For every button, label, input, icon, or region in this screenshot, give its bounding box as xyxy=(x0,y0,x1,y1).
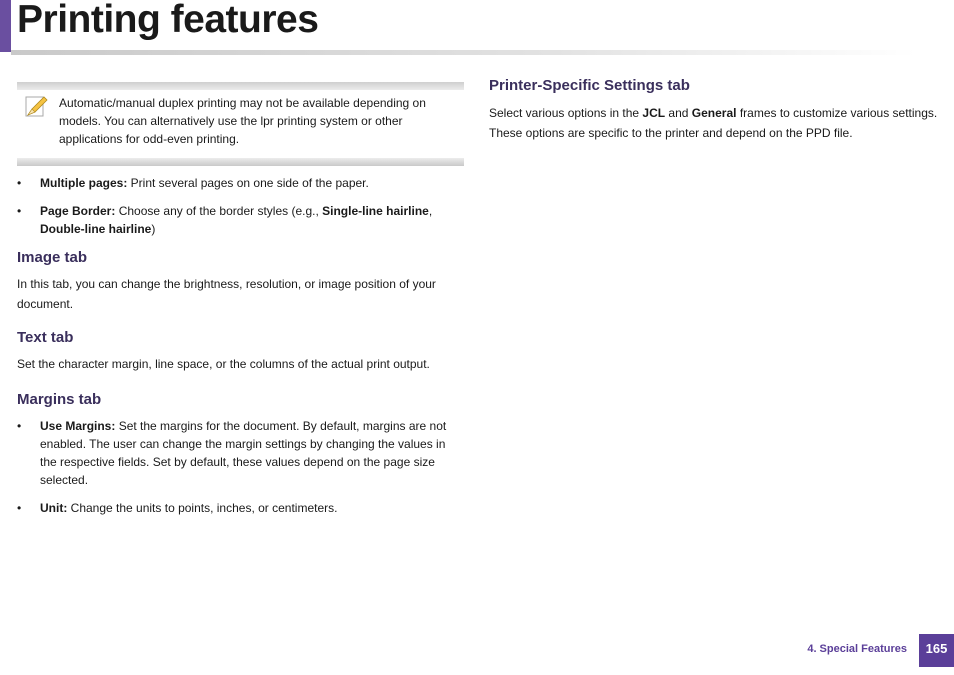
list-item xyxy=(17,202,464,238)
printer-tab-heading: Printer-Specific Settings tab xyxy=(489,77,690,94)
text-run: frames to customize various settings. These options are specific to the printer and depend on the PPD file. xyxy=(489,106,938,140)
left-column xyxy=(17,82,464,527)
page-title: Printing features xyxy=(17,0,319,41)
title-accent-bar xyxy=(0,0,11,52)
term-jcl: JCL xyxy=(642,106,666,120)
item-term: Multiple pages: xyxy=(40,176,128,190)
note-text: Automatic/manual duplex printing may not be available depending on models. You can alternatively use the lpr printing system or other applications for odd-even printing. xyxy=(59,96,426,146)
printer-tab-text xyxy=(489,103,939,143)
text-run: Select various options in the xyxy=(489,106,643,120)
item-text: Choose any of the border styles (e.g., xyxy=(115,204,323,218)
list-item xyxy=(17,499,464,517)
image-tab-heading: Image tab xyxy=(17,249,88,266)
item-term: Unit: xyxy=(40,501,68,515)
note-pencil-icon xyxy=(25,94,49,118)
layout-options-list xyxy=(17,174,464,238)
item-text: , xyxy=(428,204,433,218)
item-term: Single-line hairline xyxy=(322,204,429,218)
title-divider xyxy=(11,50,916,55)
text-tab-heading: Text tab xyxy=(17,329,74,346)
term-general: General xyxy=(691,106,737,120)
margins-options-list xyxy=(17,417,464,517)
note-bottom-rule xyxy=(17,158,464,166)
right-column xyxy=(489,76,939,143)
item-term: Use Margins: xyxy=(40,419,116,433)
image-tab-text: In this tab, you can change the brightness, resolution, or image position of your document. xyxy=(17,277,436,311)
item-text: ) xyxy=(151,222,156,236)
item-term: Double-line hairline xyxy=(40,222,152,236)
list-item xyxy=(17,417,464,489)
item-text: Print several pages on one side of the paper. xyxy=(127,176,369,190)
page-number: 165 xyxy=(919,634,954,667)
list-item xyxy=(17,174,464,192)
text-run: and xyxy=(665,106,692,120)
note-top-rule xyxy=(17,82,464,90)
margins-tab-heading: Margins tab xyxy=(17,391,102,408)
item-text: Change the units to points, inches, or centimeters. xyxy=(67,501,338,515)
text-tab-text: Set the character margin, line space, or the columns of the actual print output. xyxy=(17,357,430,371)
note-box xyxy=(17,82,464,166)
item-term: Page Border: xyxy=(40,204,116,218)
item-text: Set the margins for the document. By default, margins are not enabled. The user can change the margin settings by changing the values in the respective fields. Set by default, these values depend on the page size selected. xyxy=(40,419,447,487)
footer-chapter: 4. Special Features xyxy=(807,643,907,655)
